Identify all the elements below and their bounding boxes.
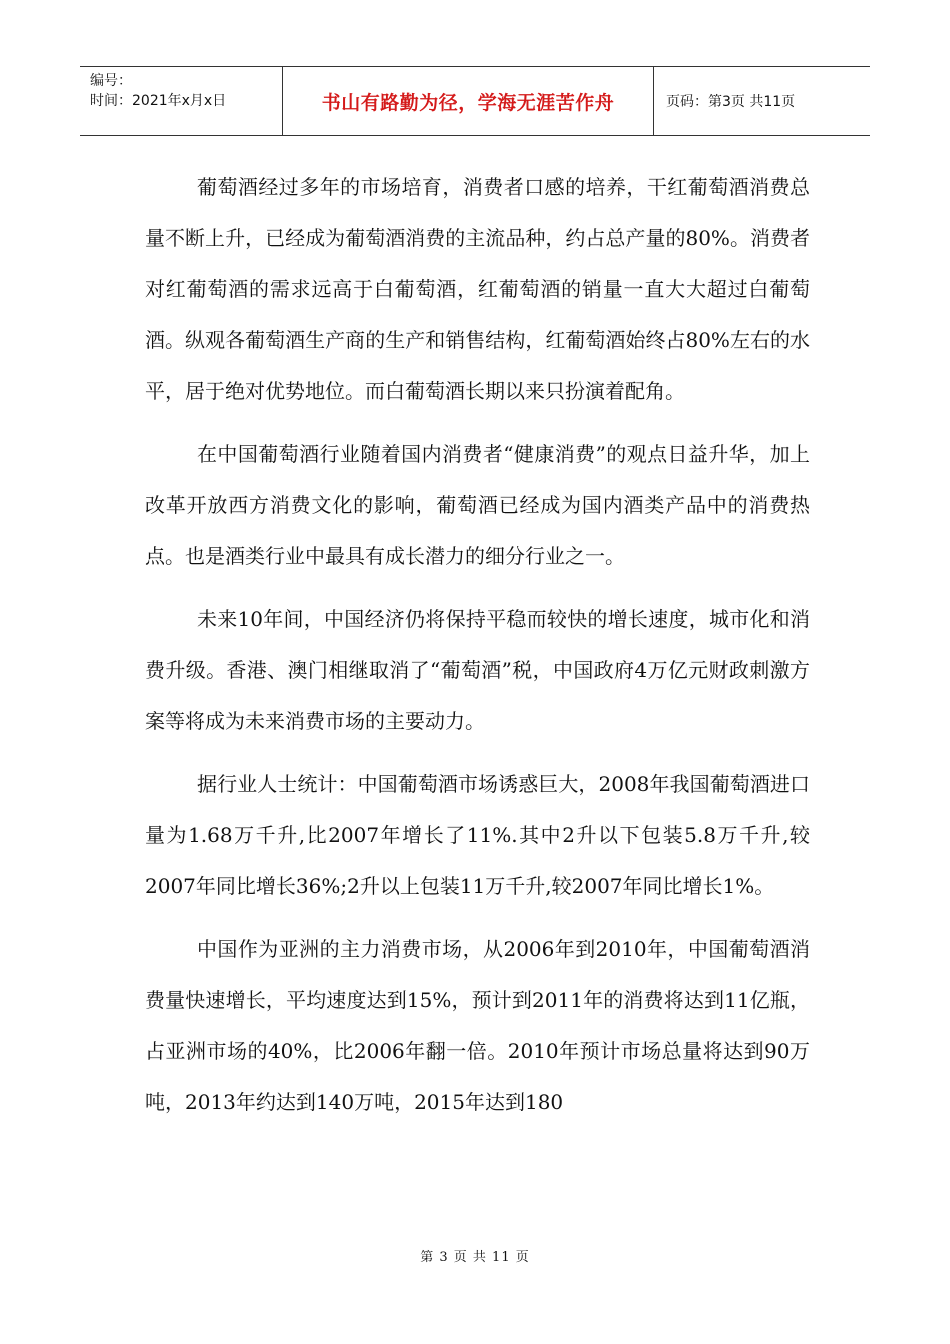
header-motto: 书山有路勤为径，学海无涯苦作舟 [321, 91, 615, 114]
document-number-label: 编号： [90, 73, 132, 89]
page-code-text: 页码：第3页 共11页 [666, 94, 796, 110]
footer-page-number: 第 3 页 共 11 页 [420, 1250, 530, 1265]
document-body [145, 162, 810, 1140]
paragraph: 中国作为亚洲的主力消费市场，从2006年到2010年，中国葡萄酒消费量快速增长，平均速度达到15%，预计到2011年的消费将达到11亿瓶，占亚洲市场的40%，比2006年翻一倍。2010年预计市场总量将达到90万吨，2013年约达到140万吨，2015年达到180 [145, 937, 810, 1114]
header-motto-cell [283, 67, 654, 135]
paragraph: 葡萄酒经过多年的市场培育，消费者口感的培养，干红葡萄酒消费总量不断上升，已经成为葡萄酒消费的主流品种，约占总产量的80%。消费者对红葡萄酒的需求远高于白葡萄酒，红葡萄酒的销量一直大大超过白葡萄酒。纵观各葡萄酒生产商的生产和销售结构，红葡萄酒始终占80%左右的水平，居于绝对优势地位。而白葡萄酒长期以来只扮演着配角。 [145, 175, 810, 403]
paragraph: 未来10年间，中国经济仍将保持平稳而较快的增长速度，城市化和消费升级。香港、澳门相继取消了“葡萄酒”税，中国政府4万亿元财政刺激方案等将成为未来消费市场的主要动力。 [145, 607, 810, 733]
document-time-label: 时间：2021年x月x日 [90, 93, 227, 109]
header-meta [80, 67, 283, 135]
paragraph: 据行业人士统计：中国葡萄酒市场诱惑巨大，2008年我国葡萄酒进口量为1.68万千升,比2007年增长了11%.其中2升以下包装5.8万千升,较2007年同比增长36%;2升以上包装11万千升,较2007年同比增长1%。 [145, 772, 810, 898]
header-page-code [654, 67, 870, 135]
page-header [80, 66, 870, 136]
page-footer [0, 1246, 950, 1265]
paragraph: 在中国葡萄酒行业随着国内消费者“健康消费”的观点日益升华，加上改革开放西方消费文化的影响，葡萄酒已经成为国内酒类产品中的消费热点。也是酒类行业中最具有成长潜力的细分行业之一。 [145, 442, 810, 568]
